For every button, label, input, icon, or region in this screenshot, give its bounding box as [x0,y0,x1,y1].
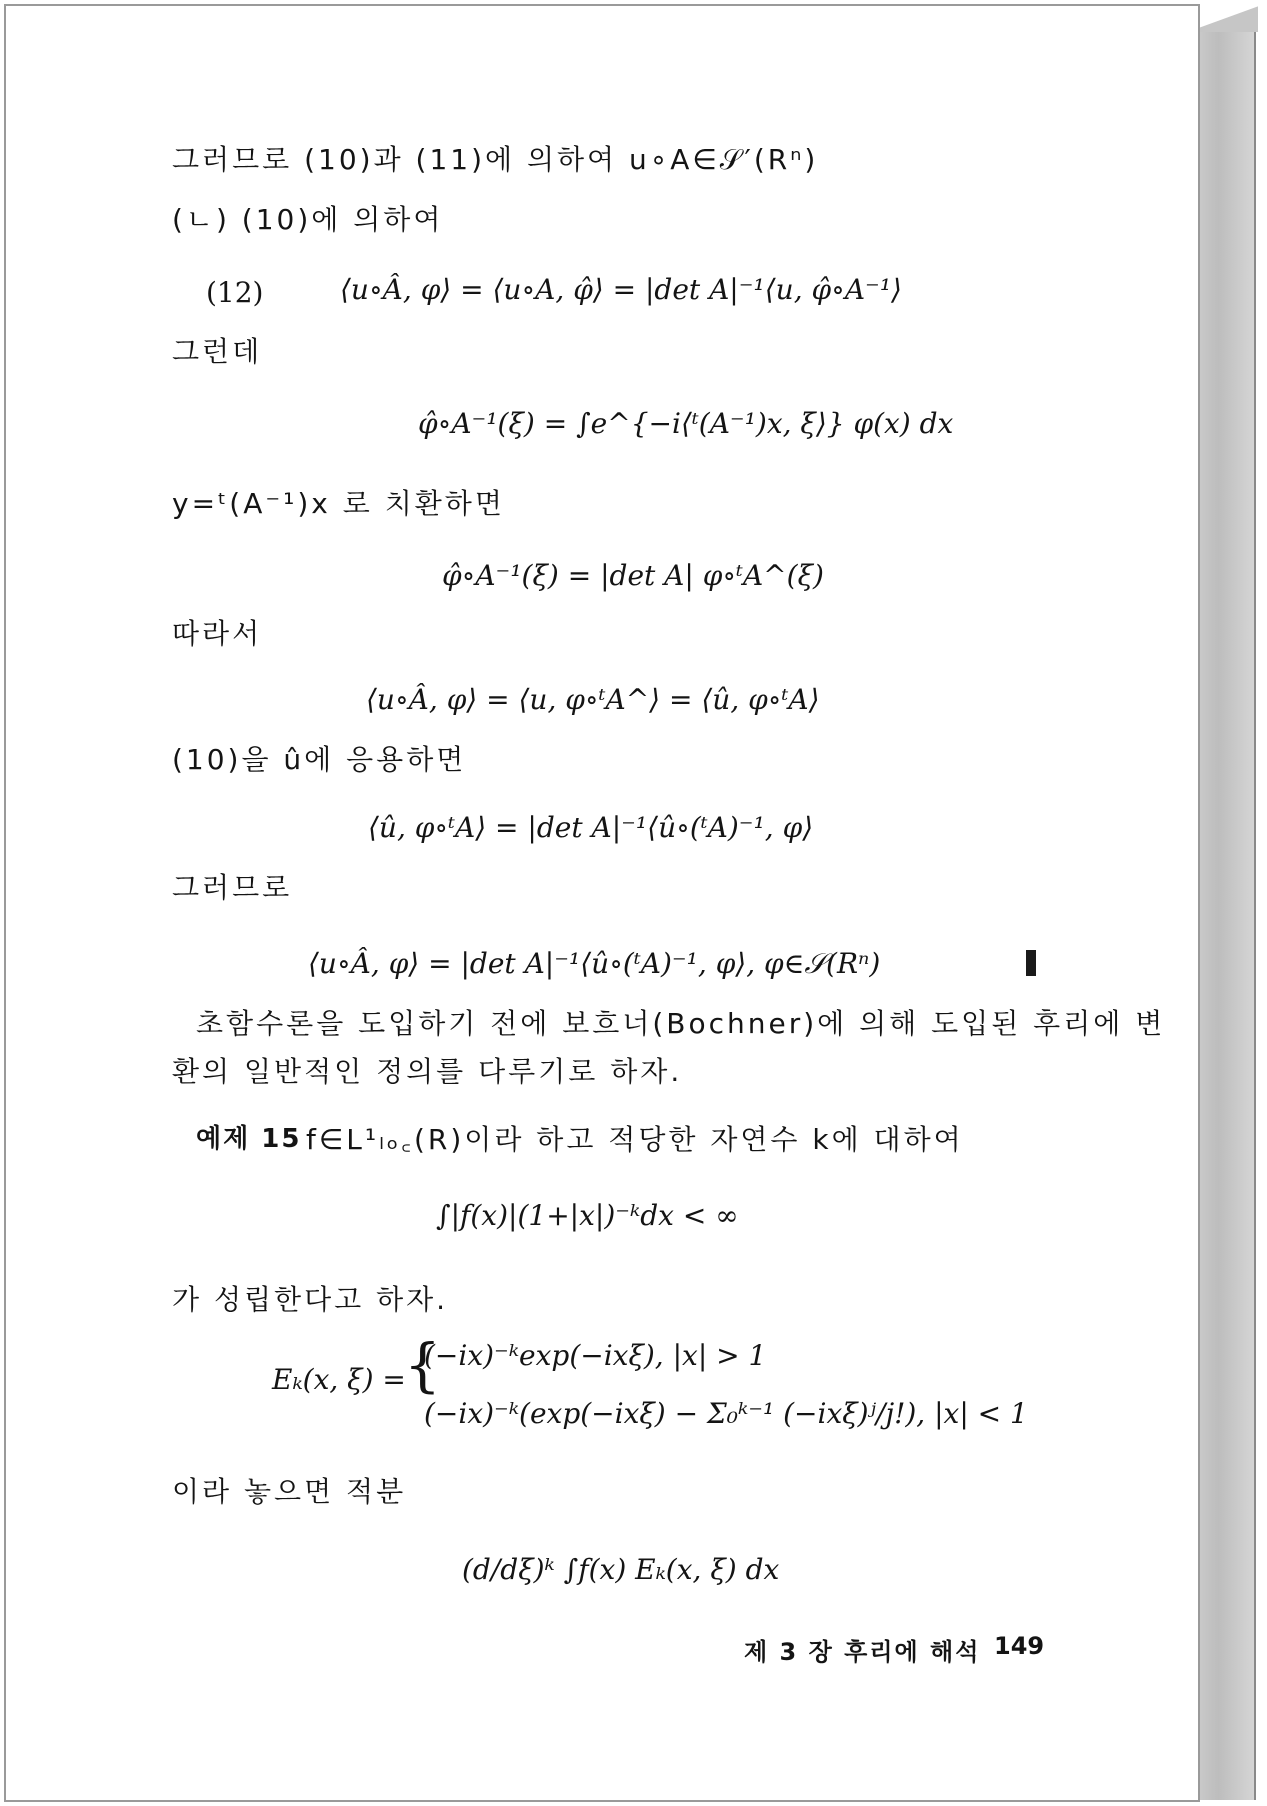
left-brace: { [404,1331,441,1399]
example-label: 예제 15 [196,1124,302,1154]
equation: φ̂∘A⁻¹(ξ) = |det A| φ∘ᵗA^(ξ) [442,559,824,592]
text-line: (10)을 û에 응용하면 [172,743,467,776]
equation: ⟨u∘Â, φ⟩ = ⟨u∘A, φ̂⟩ = |det A|⁻¹⟨u, φ̂∘A⁻¹⟩ [340,273,902,306]
equation: ⟨û, φ∘ᵗA⟩ = |det A|⁻¹⟨û∘(ᵗA)⁻¹, φ⟩ [368,811,814,844]
text-line: 그러므로 (10)과 (11)에 의하여 u∘A∈𝒮′(Rⁿ) [172,143,819,176]
paragraph-line: 환의 일반적인 정의를 다루기로 하자. [172,1055,683,1088]
equation: (d/dξ)ᵏ ∫f(x) Eₖ(x, ξ) dx [462,1553,780,1586]
text-line: 그런데 [172,335,263,368]
equation-case: (−ix)⁻ᵏ(exp(−ixξ) − Σ₀ᵏ⁻¹ (−ixξ)ʲ/j!), |x| < 1 [424,1397,1028,1430]
text-line: 이라 놓으면 적분 [172,1475,407,1508]
text-line: (ㄴ) (10)에 의하여 [172,203,444,236]
text-line: 가 성립한다고 하자. [172,1283,449,1316]
text-line: 따라서 [172,617,263,650]
equation-lhs: Eₖ(x, ξ) = [272,1363,406,1396]
equation: ⟨u∘Â, φ⟩ = ⟨u, φ∘ᵗA^⟩ = ⟨û, φ∘ᵗA⟩ [366,683,820,716]
chapter-footer: 제 3 장 후리에 해석 [744,1638,981,1666]
text-line: 그러므로 [172,871,293,904]
text-line: f∈L¹ₗₒ꜀(R)이라 하고 적당한 자연수 k에 대하여 [306,1123,964,1156]
page-edge-shadow [1198,8,1256,1800]
text-line: y=ᵗ(A⁻¹)x 로 치환하면 [172,487,505,520]
equation: ⟨u∘Â, φ⟩ = |det A|⁻¹⟨û∘(ᵗA)⁻¹, φ⟩, φ∈𝒮(Rⁿ) [308,947,881,980]
equation-case: (−ix)⁻ᵏexp(−ixξ), |x| > 1 [424,1339,767,1372]
equation: φ̂∘A⁻¹(ξ) = ∫e^{−i⟨ᵗ(A⁻¹)x, ξ⟩} φ(x) dx [418,407,954,440]
page-number: 149 [994,1632,1045,1660]
end-of-proof-mark [1026,950,1036,976]
equation: ∫|f(x)|(1+|x|)⁻ᵏdx < ∞ [436,1199,739,1232]
equation-number: (12) [206,276,264,309]
paragraph-line: 초함수론을 도입하기 전에 보흐너(Bochner)에 의해 도입된 후리에 변 [196,1007,1166,1040]
page-corner [1198,2,1258,32]
